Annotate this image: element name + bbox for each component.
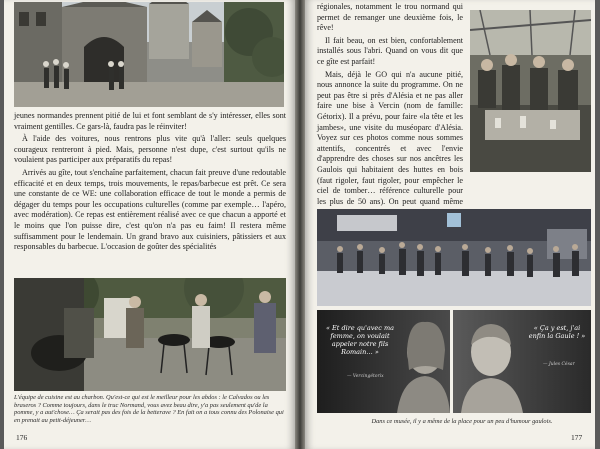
left-paragraph-1: jeunes normandes prennent pitié de lui et font semblant de s'y intéresser, elles sont vraiment gentilles. Ce gars-là, faudra pas le réinviter! — [14, 111, 286, 131]
barbecue-photo — [14, 278, 286, 391]
right-paragraph-1: régionales, notamment le trou normand qui permet de remanger une deuxième fois, le rêve! — [317, 2, 463, 33]
book-gutter — [295, 0, 305, 449]
left-photo-caption: L'équipe de cuisine est au charbon. Qu'est-ce qui est le meilleur pour les abdos : le Calvados ou les braseros ? Comme toujours, dans le truc Normand, vous avez beau dire, y'a pas seulement qu'de la pomme, y a aut'chose… Ça serait pas des fois de la betterave ? En fait on a tous connu des Polonaise qui en prenait au petit-déjeuner… — [14, 394, 284, 424]
right-page — [305, 0, 595, 449]
vercingetorix-signature: — Vercingétorix — [347, 374, 384, 379]
left-page-body — [14, 111, 286, 255]
left-page — [4, 0, 295, 449]
caesar-plaque-photo — [453, 310, 591, 413]
vercingetorix-quote: « Et dire qu'avec ma femme, on voulait appeler notre fils Romain… » — [326, 324, 394, 356]
right-paragraph-2: Il fait beau, on est bien, confortablement installés sous l'abri. Quand on vous dit que ce gîte est parfait! — [317, 35, 463, 66]
vercingetorix-plaque-photo — [317, 310, 450, 413]
museum-hall-photo — [317, 209, 591, 306]
castle-courtyard-photo — [14, 2, 284, 107]
right-page-number: 177 — [571, 433, 583, 442]
left-paragraph-3: Arrivés au gîte, tout s'enchaîne parfaitement, chacun fait preuve d'une redoutable efficacité et en deux temps, trois mouvements, le repas/barbecue est prêt. Ce sera une constante de ce WE: une collaboration efficace de tout le monde a permis de dégager du temps pour les occupations culturelles (comme par exemple… l'apéro, avec modération). Ce repas est entièrement réalisé avec ce que chacun a apporté et le moins que l'on puisse dire, c'est qu'on n'a pas eu faim! Il restera même suffisamment pour le lendemain. Un grand bravo aux cuisiniers, pâtissiers et aux responsables du barbecue. L'occasion de goûter des spécialités — [14, 167, 286, 252]
picnic-shelter-photo — [470, 10, 591, 172]
caesar-quote: « Ça y est, j'ai enfin la Gaule ! » — [528, 324, 586, 340]
caesar-signature: — Jules César — [543, 362, 575, 367]
left-page-number: 176 — [16, 433, 28, 442]
right-paragraph-3: Mais, déjà le GO qui n'a aucune pitié, nous annonce la suite du programme. On ne peut pas être si près d'Alésia et ne pas aller faire une bise à Vercin (nom de famille: Gétorix). Il a prévu, pour faire «la tête et les jambes», une visite du muséoparc d'Alésia. Voyez sur ces photos comme nous sommes attentifs, concentrés et avec l'envie d'apprendre des choses sur nos ancêtres les Gaulois qui habitaient des huttes en bois (faut rigoler, faut rigoler, pour empêcher le ciel de tomber… référence culturelle pour les plus de 50 ans). On peut quand même — [317, 69, 463, 206]
right-page-body — [317, 2, 463, 220]
left-paragraph-2: À l'aide des voitures, nous rentrons plus vite qu'à l'aller: seuls quelques courageux rentreront à pied. Mais, personne n'est dupe, c'est surtout qu'ils ne voulaient pas participer aux préparatifs du repas! — [14, 134, 286, 165]
right-photo-caption: Dans ce musée, il y a même de la place pour un peu d'humour gaulois. — [371, 418, 553, 425]
